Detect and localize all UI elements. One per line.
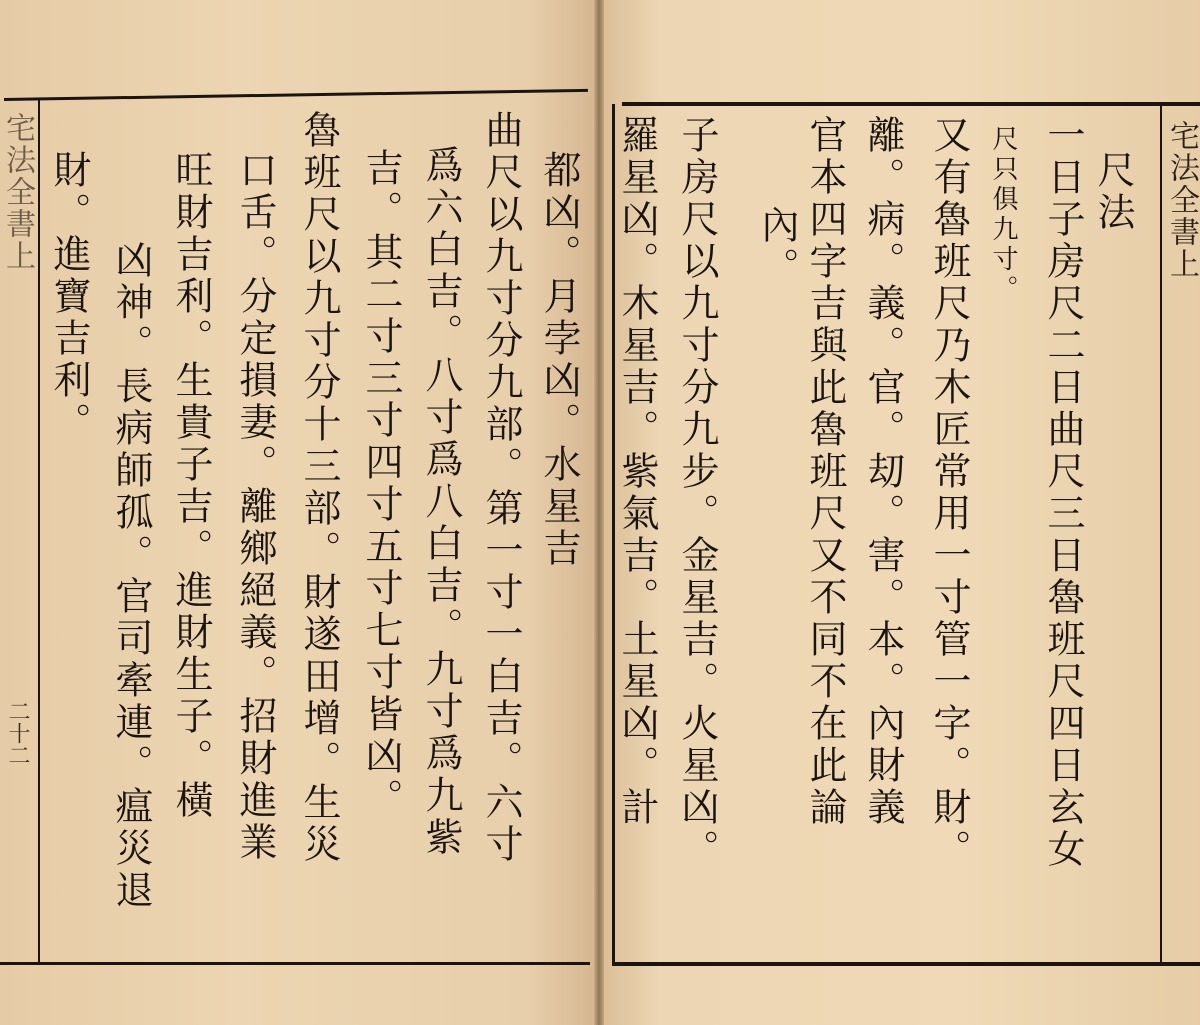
left-col-3: 爲六白吉。八寸爲八白吉。九寸爲九紫 [419, 145, 463, 859]
right-col-5: 離。病。義。官。刧。害。本。內財義 [861, 115, 905, 829]
right-bottom-border [612, 962, 1200, 966]
left-margin-title: 宅法全書上 [0, 112, 35, 272]
right-col-7: 內。 [755, 205, 799, 289]
left-col-5: 魯班尺以九寸分十三部。財遂田增。生災 [297, 110, 341, 866]
left-col-8: 凶神。長病師孤。官司牽連。瘟災退 [109, 240, 153, 912]
right-margin-line [1160, 104, 1162, 964]
left-col-4: 吉。其二寸三寸四寸五寸七寸皆凶。 [359, 148, 403, 820]
left-col-1: 都凶。月孛凶。水星吉 [537, 150, 581, 570]
right-col-1: 尺法 [1091, 150, 1135, 234]
right-col-4: 又有魯班尺乃木匠常用一寸管一字。財。 [927, 115, 971, 871]
right-margin-title: 宅法全書上 [1164, 120, 1199, 280]
left-col-9: 財。進寶吉利。 [47, 150, 91, 444]
left-col-7: 旺財吉利。生貴子吉。進財生子。橫 [169, 150, 213, 822]
right-col-9: 羅星凶。木星吉。紫氣吉。土星凶。計 [615, 115, 659, 829]
left-bottom-border [0, 962, 590, 965]
left-col-2: 曲尺以九寸分九部。第一寸一白吉。六寸 [479, 110, 523, 866]
book-gutter [594, 0, 604, 1025]
right-col-2: 一日子房尺二日曲尺三日魯班尺四日玄女 [1041, 115, 1085, 871]
right-col-6: 官本四字吉與此魯班尺又不同不在此論 [803, 115, 847, 829]
page-number: 二十二 [5, 700, 30, 766]
left-col-6: 口舌。分定損妻。離鄉絕義。招財進業 [233, 150, 277, 864]
left-margin-line [38, 100, 40, 962]
right-top-border [622, 102, 1200, 106]
right-col-8: 子房尺以九寸分九步。金星吉。火星凶。 [675, 115, 719, 871]
right-col-3: 尺只俱九寸。 [988, 125, 1018, 305]
